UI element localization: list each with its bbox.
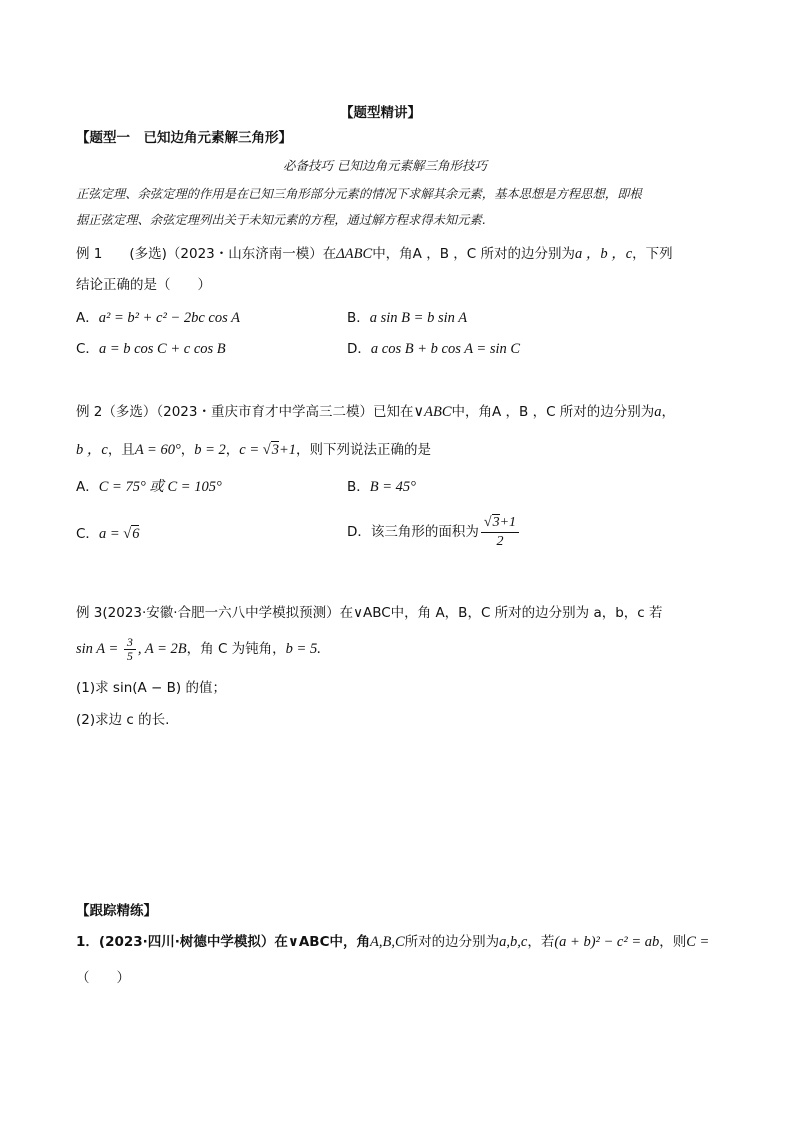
example-2-triangle: ∨ABC [413,404,452,420]
example-2-option-c [76,525,139,543]
example-2-mid: ，且 [107,442,135,458]
option-d-formula: a cos B + b cos A = sin C [370,341,521,357]
cond-sin-prefix: sin A = [76,641,122,657]
option-c-formula: a = b cos C + c cos B [98,341,226,357]
frac-num-suffix: +1 [499,514,517,530]
practice-title: 【跟踪精练】 [76,903,157,919]
practice-1-ask: C = [686,934,710,950]
option-c-formula: a = √6 [98,526,140,542]
practice-1-mid: 所对的边分别为 [404,934,500,950]
example-2-cond-2: b = 2 [194,442,226,458]
example-2-option-b [347,478,416,496]
cond-b: b = 5. [285,641,321,657]
frac-num: 3 [124,636,136,650]
example-2-prefix: 例 2（多选）（2023・重庆市育才中学高三二模）已知在 [76,404,414,420]
practice-1-cond-post: ，则 [659,934,687,950]
option-a-formula: a² = b² + c² − 2bc cos A [98,310,240,326]
example-3-condition [76,632,321,666]
example-3-question-1: (1)求 sin(A − B) 的值； [76,680,226,696]
example-1-triangle: ΔABC [336,246,373,262]
option-a-formula: C = 75° 或 C = 105° [98,479,222,495]
example-1-prefix: 例 1 (多选)（2023・山东济南一模）在 [76,246,337,262]
example-1-stem [76,245,673,263]
example-2-stem-2: b ，c，且A = 60°，b = 2，c = √3+1，则下列说法正确的是 [76,442,432,458]
frac-num-radicand: 3 [492,514,500,530]
option-c-radicand: 6 [132,526,140,542]
example-1-option-b [347,309,467,327]
option-b-formula: B = 45° [369,479,416,495]
cond-3-suffix: +1 [279,442,297,458]
practice-1-blank: （ ） [76,970,130,986]
option-label: D． [347,341,371,357]
option-d-text: 该三角形的面积为 [370,524,479,540]
example-1-stem-2: 结论正确的是（ ） [76,277,211,293]
example-2-cond-3: c = √3+1 [239,442,297,458]
cond-3-prefix: c = [239,442,263,458]
example-2-end: ， [661,404,676,420]
example-2-option-a [76,478,222,496]
tip-title: 必备技巧 已知边角元素解三角形技巧 [283,158,487,173]
option-c-prefix: a = [98,526,124,542]
option-label: A． [76,310,99,326]
practice-1-cond: (a + b)² − c² = ab [554,934,660,950]
example-1-option-c [76,340,226,358]
example-2-suffix: 中，角A ，B ，C 所对的边分别为 [451,404,655,420]
cond-fraction [124,636,136,663]
example-2-vars: b ，c [76,442,108,458]
example-3-question-2: (2)求边 c 的长. [76,712,170,728]
example-1-vars: a ，b ，c [574,246,633,262]
frac-den: 5 [126,648,133,663]
type-heading: 【题型一 已知边角元素解三角形】 [76,130,292,146]
option-label: C． [76,341,99,357]
example-2-cond-1: A = 60° [134,442,181,458]
example-1-suffix: 中，角A ，B ，C 所对的边分别为 [372,246,575,262]
option-b-formula: a sin B = b sin A [369,310,468,326]
tip-text-2: 据正弦定理、余弦定理列出关于未知元素的方程，通过解方程求得未知元素. [76,213,486,227]
practice-1-sides: a,b,c [499,934,528,950]
example-2-stem [76,403,675,421]
example-1-option-a [76,309,240,327]
option-label: B． [347,310,370,326]
example-3-stem: 例 3(2023·安徽·合肥一六八中学模拟预测）在∨ABC中，角 A，B，C 所对的边分别为 a，b，c 若 [76,605,663,621]
example-2-end-2: ，则下列说法正确的是 [296,442,432,458]
option-d-fraction: $\frac{√3+1}{2}$ [481,514,519,551]
example-1-option-d [347,340,520,358]
option-label: A． [76,479,99,495]
example-1-end: ，下列 [632,246,673,262]
cond-rest: , A = 2B [137,641,187,657]
practice-1-prefix: 1．(2023·四川·树德中学模拟）在∨ABC中，角 [76,934,371,950]
tip-text-1: 正弦定理、余弦定理的作用是在已知三角形部分元素的情况下求解其余元素，基本思想是方程思想，即根 [76,187,642,201]
cond-text: ，角 C 为钝角， [186,641,286,657]
option-label: D． [347,524,371,540]
option-label: C． [76,526,99,542]
cond-3-radicand: 3 [271,442,279,458]
practice-1-stem [76,933,709,951]
example-2-option-d [347,512,521,552]
section-title: 【题型精讲】 [340,105,421,121]
example-2-var-a: a [654,404,662,420]
practice-1-angles: A,B,C [370,934,405,950]
practice-1-cond-pre: ，若 [527,934,555,950]
frac-den: 2 [496,533,504,549]
option-label: B． [347,479,370,495]
